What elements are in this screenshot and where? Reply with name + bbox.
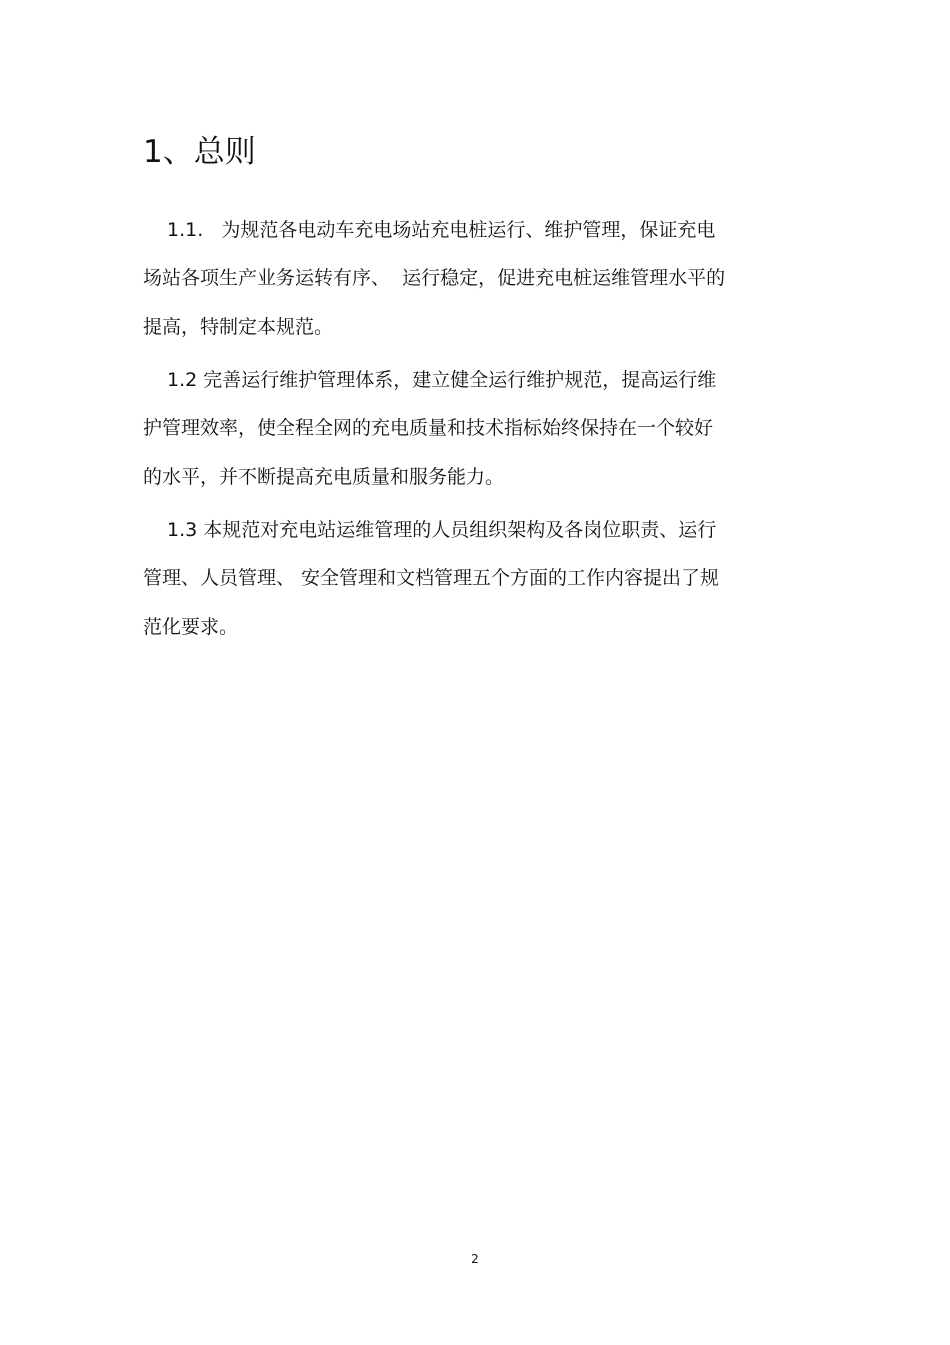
paragraph-line: 护管理效率，使全程全网的充电质量和技术指标始终保持在一个较好 <box>143 417 714 439</box>
paragraph-line: 1.2 完善运行维护管理体系，建立健全运行维护规范，提高运行维 <box>167 369 717 391</box>
paragraph-line: 提高，特制定本规范。 <box>143 316 334 338</box>
section-heading: 1、总则 <box>143 134 256 170</box>
paragraph-line: 1.3 本规范对充电站运维管理的人员组织架构及各岗位职责、运行 <box>167 519 717 541</box>
paragraph-line: 场站各项生产业务运转有序、 运行稳定，促进充电桩运维管理水平的 <box>143 267 726 289</box>
paragraph-line: 1.1. 为规范各电动车充电场站充电桩运行、维护管理，保证充电 <box>167 219 716 241</box>
paragraph-line: 管理、人员管理、 安全管理和文档管理五个方面的工作内容提出了规 <box>143 567 720 589</box>
page-number: 2 <box>471 1252 479 1266</box>
paragraph-line: 范化要求。 <box>143 616 239 638</box>
paragraph-line: 的水平，并不断提高充电质量和服务能力。 <box>143 466 505 488</box>
